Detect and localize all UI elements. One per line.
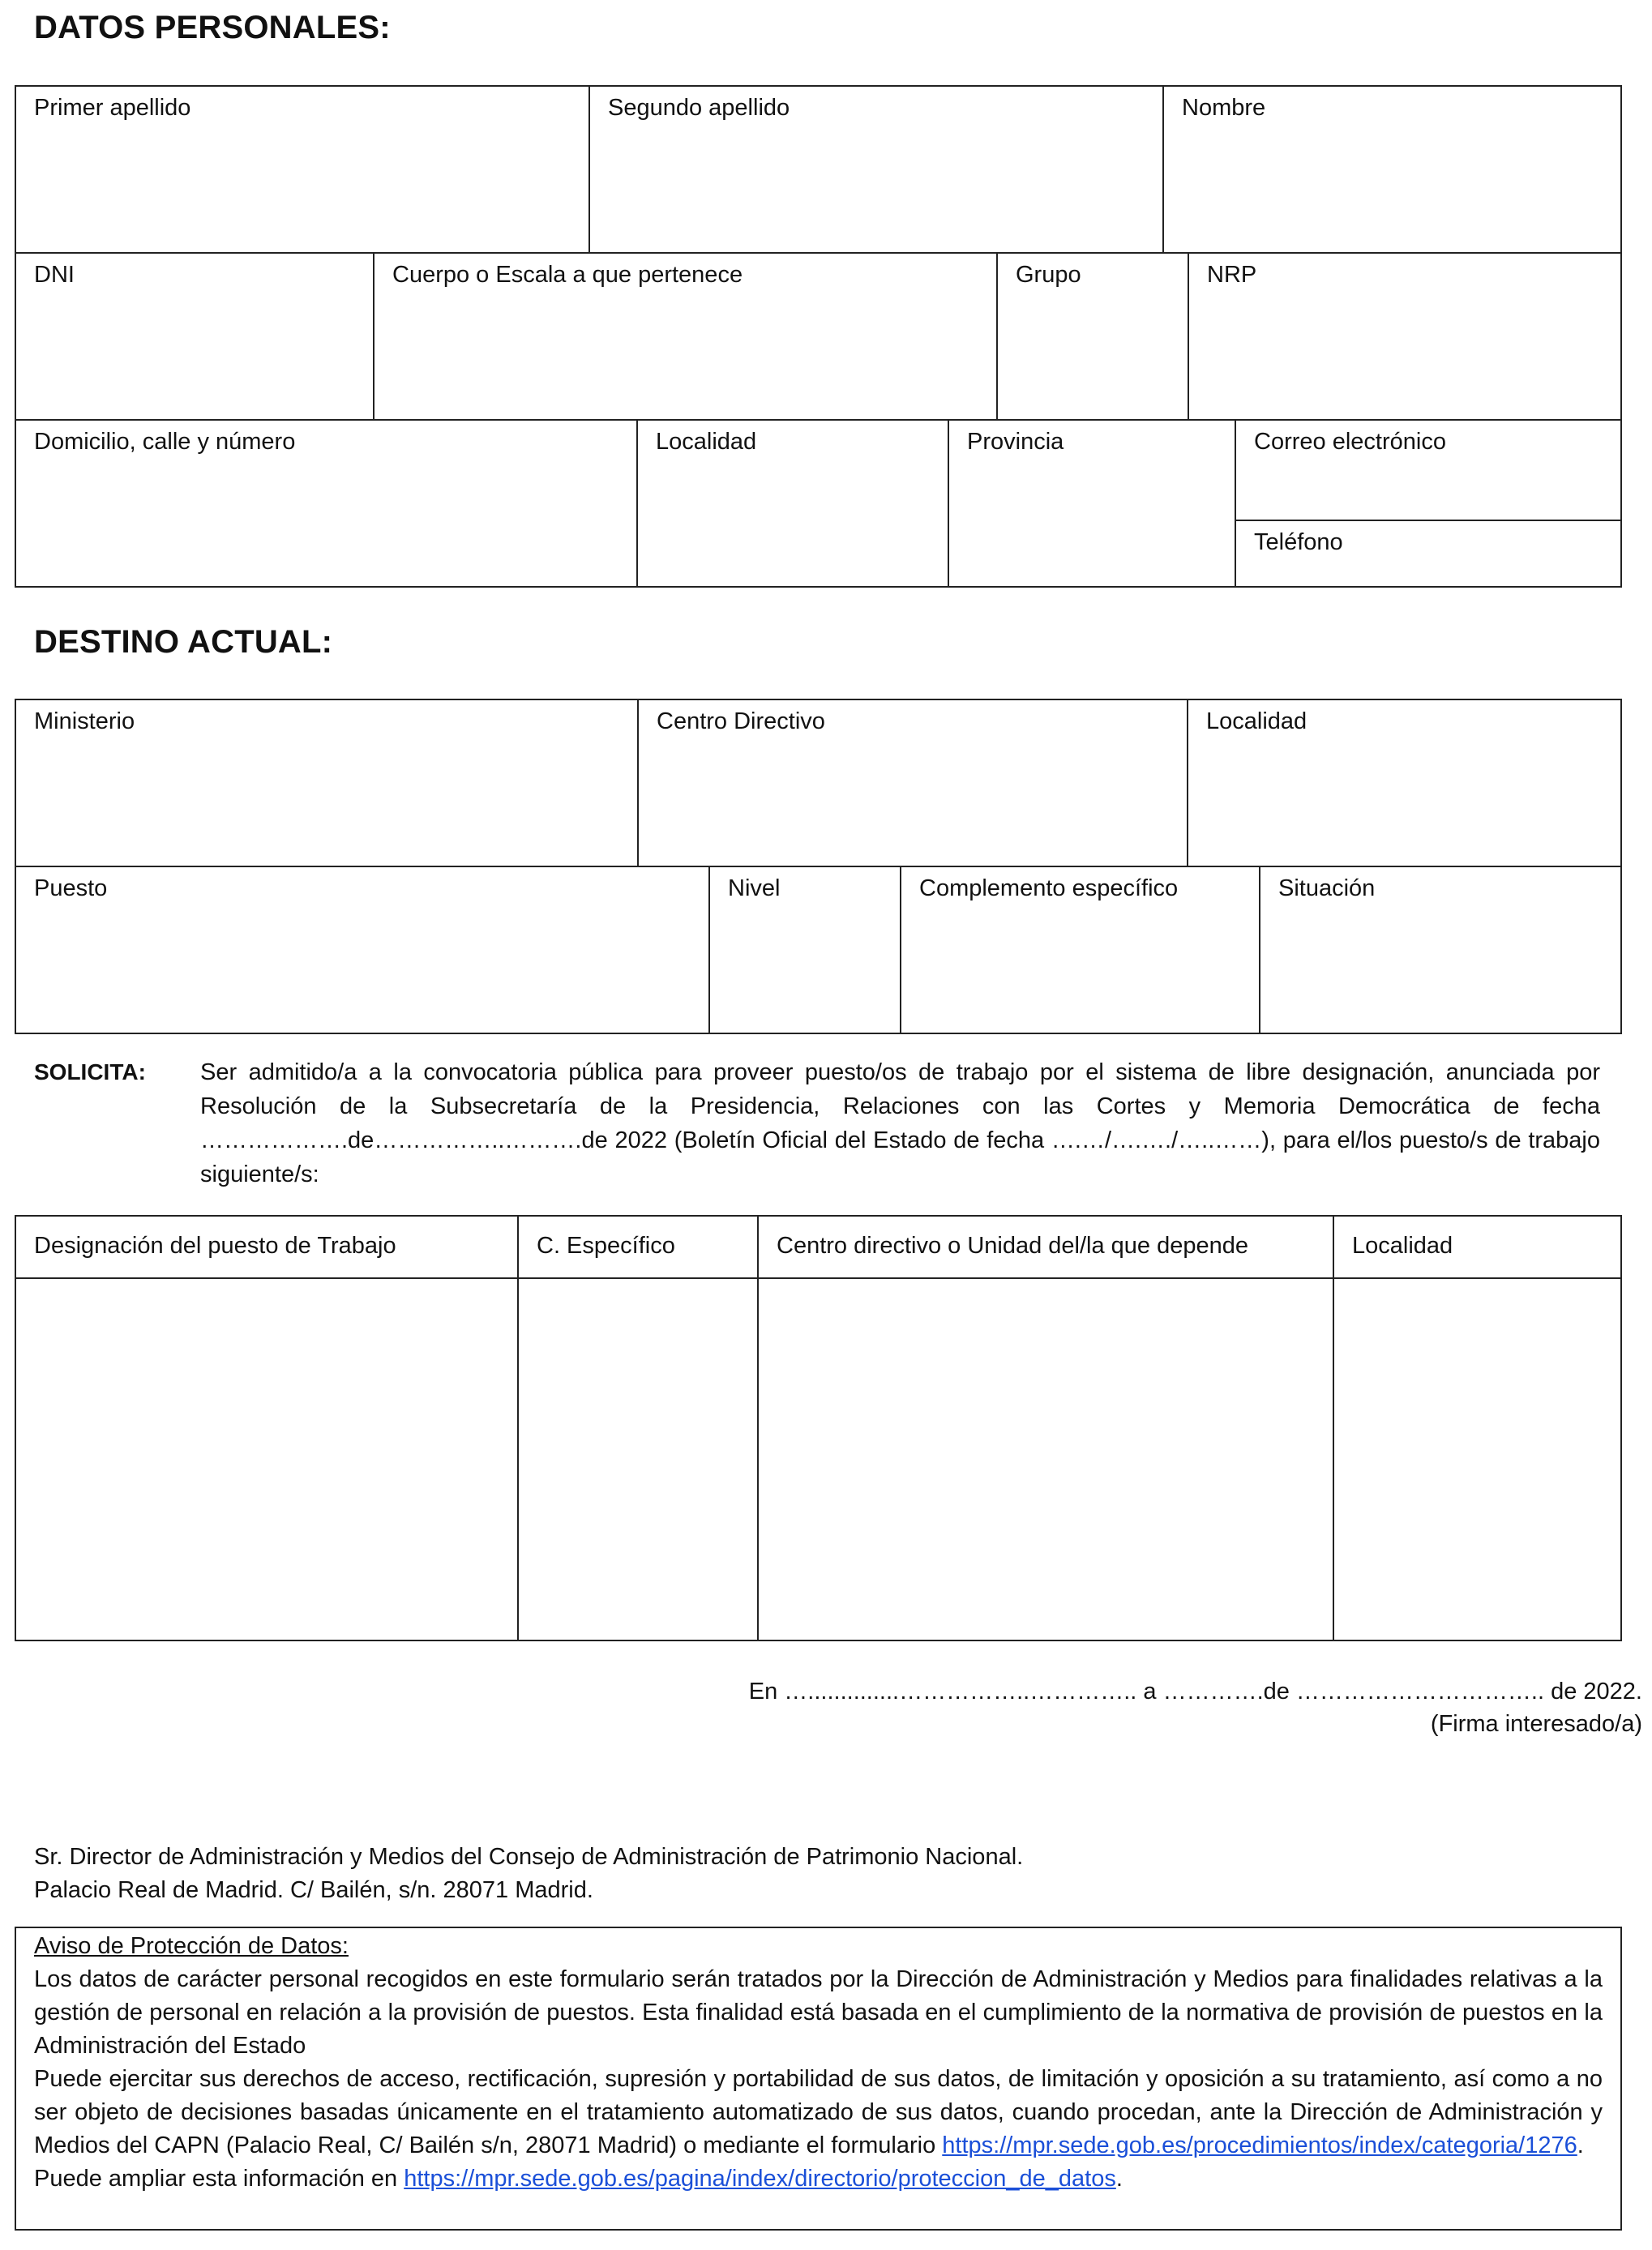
- field-label: Segundo apellido: [608, 95, 790, 121]
- solicita-label: SOLICITA:: [34, 1059, 146, 1084]
- field-nivel[interactable]: [710, 867, 901, 1033]
- field-label: Localidad: [1206, 708, 1307, 734]
- field-label: Nombre: [1182, 95, 1266, 121]
- field-telefono[interactable]: [1236, 521, 1620, 586]
- field-label: Situación: [1278, 875, 1376, 901]
- field-puesto[interactable]: [16, 867, 710, 1033]
- place-date-line: En …..............……………..………….. a ………….de ………………………….. de 2022.: [748, 1679, 1642, 1705]
- field-nrp[interactable]: [1189, 254, 1620, 421]
- addressee-line-2: Palacio Real de Madrid. C/ Bailén, s/n. 28071 Madrid.: [34, 1877, 593, 1903]
- table-cell-localidad[interactable]: [1334, 1279, 1620, 1640]
- personal-data-heading: DATOS PERSONALES:: [34, 10, 391, 45]
- column-header: Centro directivo o Unidad del/la que depende: [777, 1233, 1249, 1259]
- link2-suffix: .: [1115, 2166, 1123, 2192]
- field-label: Provincia: [967, 429, 1064, 455]
- column-header: C. Específico: [537, 1233, 675, 1259]
- field-label: Nivel: [728, 875, 781, 901]
- privacy-paragraph-1: Los datos de carácter personal recogidos en este formulario serán tratados por la Dirección de Administración y Medios para finalidades relativas a la gestión de personal en relación a la provisión de puestos. Esta finalidad está basada en el cumplimiento de la normativa de provisión de puestos en la Administración del Estado: [34, 1966, 1603, 2059]
- field-centro-directivo[interactable]: [639, 700, 1188, 867]
- destino-heading: DESTINO ACTUAL:: [34, 624, 333, 660]
- privacy-more-info-text: Puede ampliar esta información en: [34, 2166, 404, 2192]
- table-header-designacion: [16, 1217, 519, 1279]
- field-provincia[interactable]: [949, 421, 1236, 586]
- field-dni[interactable]: [16, 254, 374, 421]
- field-ministerio[interactable]: [16, 700, 639, 867]
- field-complemento-especifico[interactable]: [901, 867, 1260, 1033]
- table-cell-centro-directivo[interactable]: [759, 1279, 1334, 1640]
- personal-data-grid: [15, 85, 1622, 588]
- column-header: Localidad: [1352, 1233, 1453, 1259]
- privacy-paragraph-3: [34, 2162, 1603, 2196]
- puestos-table: [15, 1215, 1622, 1641]
- field-label: Localidad: [656, 429, 757, 455]
- field-domicilio[interactable]: [16, 421, 638, 586]
- field-label: Grupo: [1016, 262, 1081, 288]
- field-cuerpo-escala[interactable]: [374, 254, 998, 421]
- field-segundo-apellido[interactable]: [590, 87, 1164, 254]
- table-cell-c-especifico[interactable]: [519, 1279, 759, 1640]
- field-label: Puesto: [34, 875, 108, 901]
- data-protection-link[interactable]: https://mpr.sede.gob.es/pagina/index/directorio/proteccion_de_datos: [404, 2166, 1116, 2192]
- field-nombre[interactable]: [1164, 87, 1620, 254]
- table-header-centro-directivo: [759, 1217, 1334, 1279]
- field-label: Ministerio: [34, 708, 135, 734]
- field-label: Primer apellido: [34, 95, 191, 121]
- field-label: Domicilio, calle y número: [34, 429, 296, 455]
- field-label: Centro Directivo: [657, 708, 825, 734]
- addressee-line-1: Sr. Director de Administración y Medios del Consejo de Administración de Patrimonio Nacional.: [34, 1844, 1024, 1870]
- privacy-rights-text: Puede ejercitar sus derechos de acceso, rectificación, supresión y portabilidad de sus datos, de limitación y oposición a su tratamiento, así como a no ser objeto de decisiones basadas únicamente en el tratamiento automatizado de sus datos, cuando procedan, ante la Dirección de Administración y Medios del CAPN (Palacio Real, C/ Bailén s/n, 28071 Madrid) o mediante el formulario: [34, 2066, 1603, 2158]
- field-localidad[interactable]: [638, 421, 949, 586]
- privacy-paragraph-2: [34, 2063, 1603, 2162]
- field-localidad-destino[interactable]: [1188, 700, 1620, 867]
- table-header-c-especifico: [519, 1217, 759, 1279]
- field-label: Correo electrónico: [1254, 429, 1446, 455]
- field-primer-apellido[interactable]: [16, 87, 590, 254]
- field-situacion[interactable]: [1260, 867, 1620, 1033]
- privacy-title: Aviso de Protección de Datos:: [34, 1933, 349, 1959]
- field-label: Cuerpo o Escala a que pertenece: [392, 262, 743, 288]
- signature-label: (Firma interesado/a): [1430, 1711, 1642, 1737]
- field-label: NRP: [1207, 262, 1257, 288]
- contact-cell: [1236, 421, 1620, 586]
- table-cell-designacion[interactable]: [16, 1279, 519, 1640]
- procedures-link[interactable]: https://mpr.sede.gob.es/procedimientos/index/categoria/1276: [942, 2132, 1577, 2158]
- table-header-localidad: [1334, 1217, 1620, 1279]
- solicita-text: Ser admitido/a a la convocatoria pública para proveer puesto/os de trabajo por el sistema de libre designación, anunciada por Resolución de la Subsecretaría de la Presidencia, Relaciones con las Cortes y Memoria Democrática de fecha ……………….de……………..……….de 2022 (Boletín Oficial del Estado de fecha ….…/….…./…..……), para el/los puesto/s de trabajo siguiente/s:: [200, 1059, 1600, 1187]
- column-header: Designación del puesto de Trabajo: [34, 1233, 396, 1259]
- privacy-notice-box: [15, 1927, 1622, 2231]
- field-grupo[interactable]: [998, 254, 1189, 421]
- field-correo-electronico[interactable]: [1236, 421, 1620, 521]
- field-label: DNI: [34, 262, 75, 288]
- link1-suffix: .: [1577, 2132, 1584, 2158]
- destino-grid: [15, 699, 1622, 1034]
- field-label: Teléfono: [1254, 529, 1343, 555]
- field-label: Complemento específico: [919, 875, 1179, 901]
